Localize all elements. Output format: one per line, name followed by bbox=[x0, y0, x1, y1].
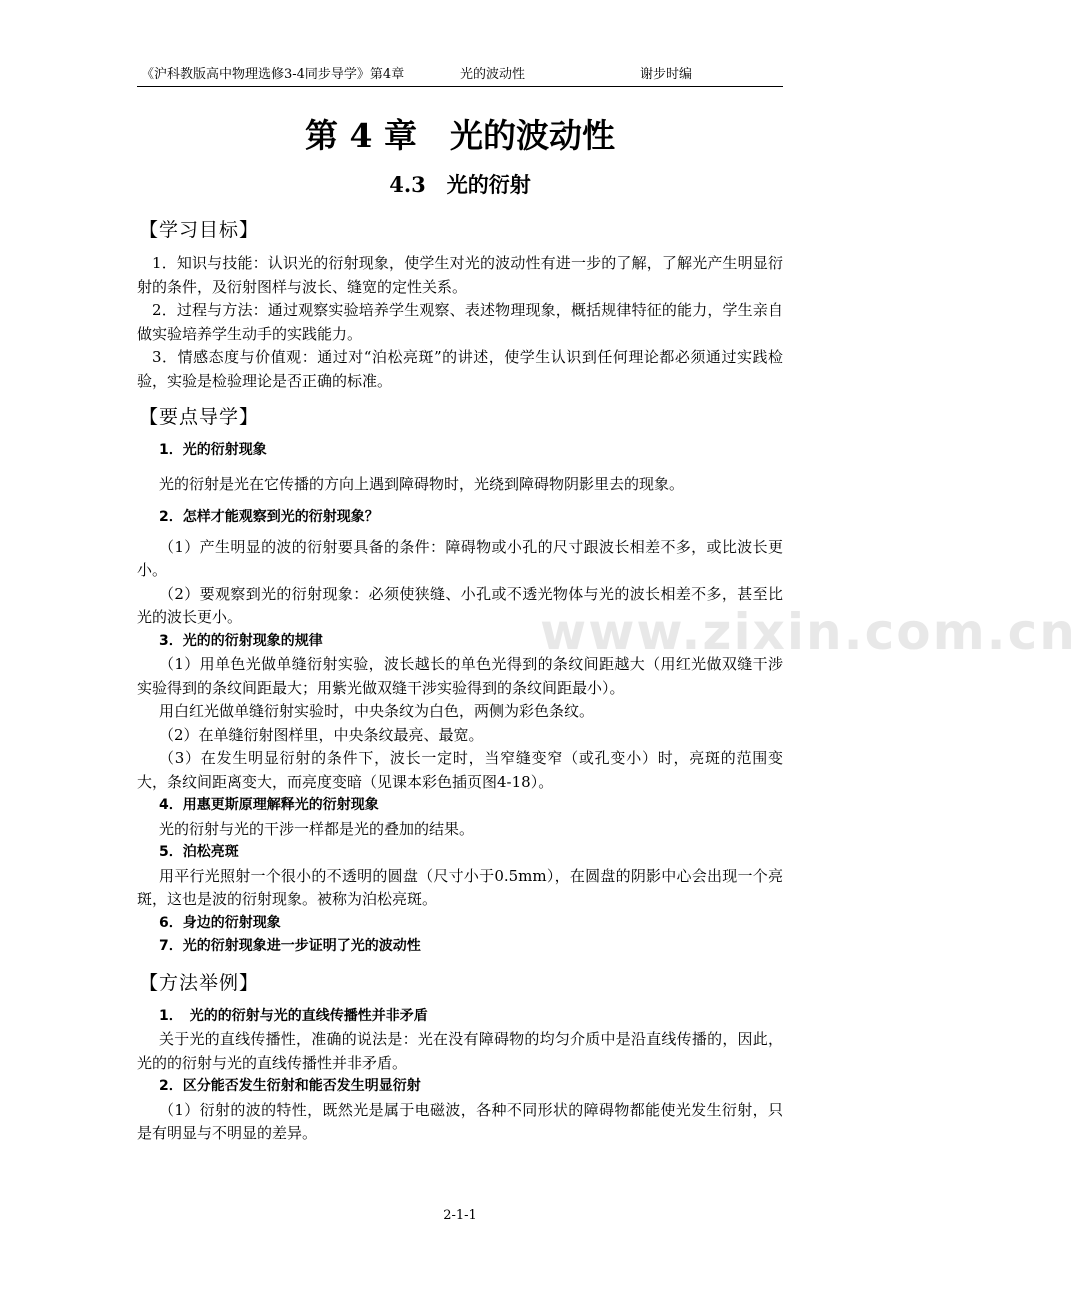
running-header bbox=[137, 66, 783, 87]
header-chapter-name: 光的波动性 bbox=[460, 67, 526, 82]
guide-point-3-text-a: （1）用单色光做单缝衍射实验，波长越长的单色光得到的条纹间距越大（用红光做双缝干涉实验得到的条纹间距最大；用紫光做双缝干涉实验得到的条纹间距最小）。 bbox=[137, 655, 783, 697]
guide-heading: 【要点导学】 bbox=[139, 406, 260, 428]
methods-heading: 【方法举例】 bbox=[139, 971, 260, 994]
chapter-title: 第 4 章 光的波动性 bbox=[305, 116, 615, 155]
header-author: 谢步时编 bbox=[640, 67, 693, 82]
method-1-text: 关于光的直线传播性，准确的说法是：光在没有障碍物的均匀介质中是沿直线传播的，因此，光的的衍射与光的直线传播性并非矛盾。 bbox=[137, 1030, 783, 1072]
goal-item: 3．情感态度与价值观：通过对“泊松亮斑”的讲述，使学生认识到任何理论都必须通过实践检验，实验是检验理论是否正确的标准。 bbox=[137, 348, 783, 390]
goals-heading: 【学习目标】 bbox=[139, 219, 260, 241]
goal-item: 1．知识与技能：认识光的衍射现象，使学生对光的波动性有进一步的了解，了解光产生明显衍射的条件，及衍射图样与波长、缝宽的定性关系。 bbox=[137, 254, 783, 296]
guide-point-3-text-d: （3）在发生明显衍射的条件下，波长一定时，当窄缝变窄（或孔变小）时，亮斑的范围变大，条纹间距离变大，而亮度变暗（见课本彩色插页图4-18）。 bbox=[137, 749, 783, 791]
guide-point-1-heading: 1．光的衍射现象 bbox=[159, 442, 267, 458]
guide-point-3-text-c: （2）在单缝衍射图样里，中央条纹最亮、最宽。 bbox=[159, 725, 484, 744]
page-number: 2-1-1 bbox=[443, 1208, 477, 1223]
main-content bbox=[137, 212, 783, 1146]
guide-point-4-heading: 4．用惠更斯原理解释光的衍射现象 bbox=[159, 797, 379, 813]
guide-point-2-text-a: （1）产生明显的波的衍射要具备的条件：障碍物或小孔的尺寸跟波长相差不多，或比波长更小。 bbox=[137, 537, 783, 579]
guide-point-7-heading: 7．光的衍射现象进一步证明了光的波动性 bbox=[159, 938, 421, 954]
method-2-text: （1）衍射的波的特性，既然光是属于电磁波，各种不同形状的障碍物都能使光发生衍射，只是有明显与不明显的差异。 bbox=[137, 1100, 783, 1142]
goal-item: 2．过程与方法：通过观察实验培养学生观察、表述物理现象，概括规律特征的能力，学生亲自做实验培养学生动手的实践能力。 bbox=[137, 301, 783, 343]
guide-point-3-heading: 3．光的的衍射现象的规律 bbox=[159, 632, 323, 649]
header-book-title: 《沪科教版高中物理选修3-4同步导学》第4章 bbox=[141, 67, 405, 82]
guide-point-5-heading: 5．泊松亮斑 bbox=[159, 844, 239, 860]
method-2-heading: 2．区分能否发生衍射和能否发生明显衍射 bbox=[159, 1078, 421, 1094]
section-title: 4.3 光的衍射 bbox=[389, 172, 531, 197]
guide-point-5-text: 用平行光照射一个很小的不透明的圆盘（尺寸小于0.5mm），在圆盘的阴影中心会出现一个亮斑，这也是波的衍射现象。被称为泊松亮斑。 bbox=[137, 866, 783, 908]
guide-point-4-text: 光的衍射与光的干涉一样都是光的叠加的结果。 bbox=[159, 819, 475, 838]
guide-point-6-heading: 6．身边的衍射现象 bbox=[159, 914, 281, 931]
guide-point-2-heading: 2．怎样才能观察到光的衍射现象？ bbox=[159, 509, 379, 525]
guide-point-2-text-b: （2）要观察到光的衍射现象：必须使狭缝、小孔或不透光物体与光的波长相差不多，甚至比光的波长更小。 bbox=[137, 584, 783, 626]
method-1-heading: 1． 光的的衍射与光的直线传播性并非矛盾 bbox=[159, 1007, 428, 1024]
guide-point-3-text-b: 用白红光做单缝衍射实验时，中央条纹为白色，两侧为彩色条纹。 bbox=[159, 702, 595, 720]
guide-point-1-text: 光的衍射是光在它传播的方向上遇到障碍物时，光绕到障碍物阴影里去的现象。 bbox=[159, 474, 685, 493]
watermark: www.zixin.com.cn bbox=[540, 603, 1077, 661]
